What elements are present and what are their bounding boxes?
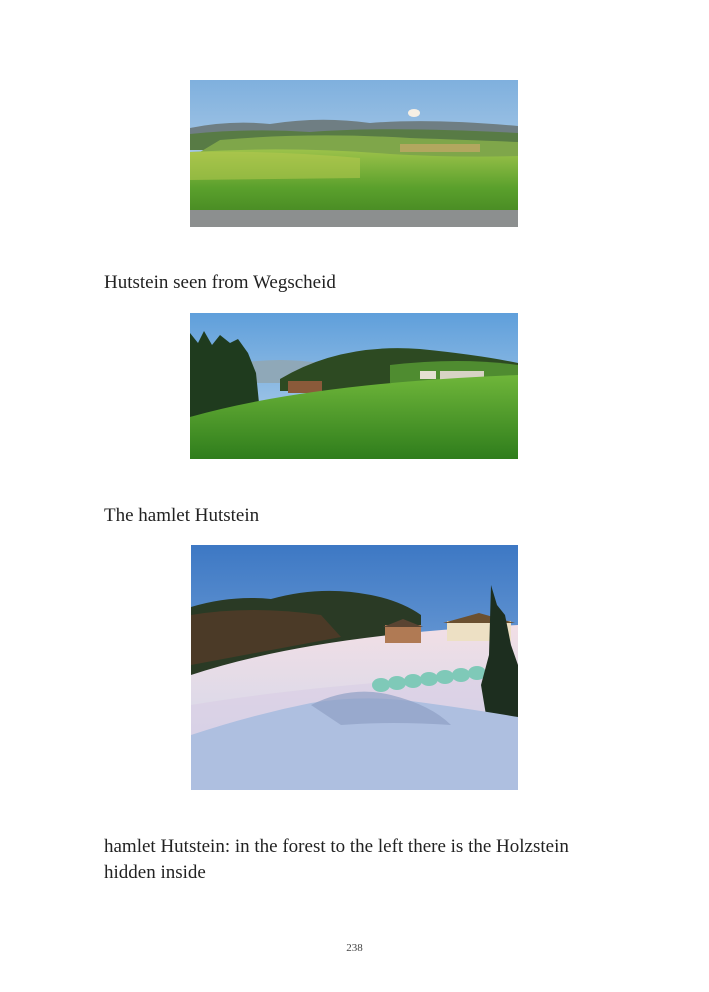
- caption-photo-2: The hamlet Hutstein: [104, 505, 260, 526]
- photo-hamlet-hutstein: [190, 313, 518, 459]
- photo-hamlet-hutstein-winter: [191, 545, 518, 790]
- caption-photo-1: Hutstein seen from Wegscheid: [104, 272, 336, 293]
- photo-hutstein-from-wegscheid: [190, 80, 518, 227]
- caption-photo-3: hamlet Hutstein: in the forest to the left there is the Holzstein hidden inside: [104, 836, 569, 883]
- landscape-photo-icon: [191, 545, 518, 790]
- landscape-photo-icon: [190, 313, 518, 459]
- landscape-photo-icon: [190, 80, 518, 227]
- page-number: 238: [346, 942, 363, 954]
